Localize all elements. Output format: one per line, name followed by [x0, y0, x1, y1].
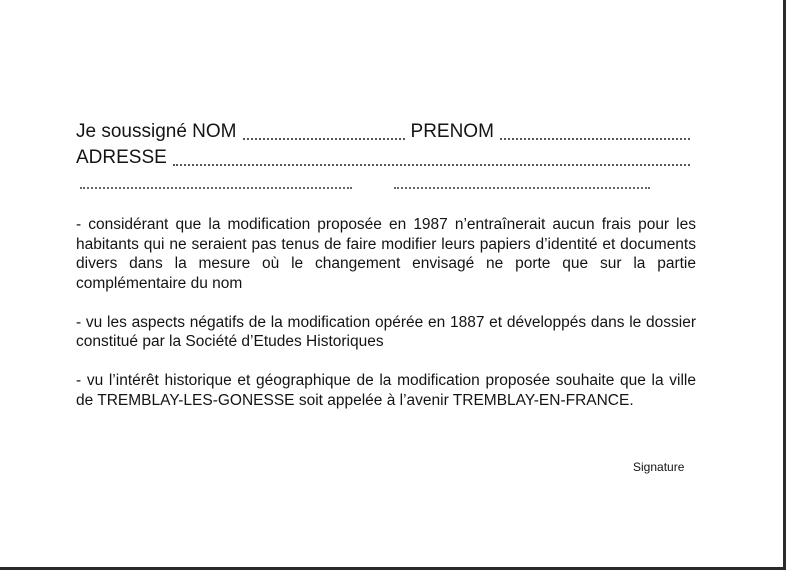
paragraph-aspects: - vu les aspects négatifs de la modification opérée en 1887 et développés dans le dossier constitué par la Société d’Etudes Historiques — [76, 313, 696, 350]
name-field[interactable] — [243, 138, 405, 140]
firstname-field[interactable] — [500, 138, 690, 140]
paragraph-interet: - vu l’intérêt historique et géographique de la modification proposée souhaite que la ville de TREMBLAY-LES-GONESSE soit appelée à l’avenir TREMBLAY-EN-FRANCE. — [76, 372, 696, 409]
address-field[interactable] — [173, 164, 690, 166]
identity-fields — [76, 119, 696, 171]
signature-label: Signature — [633, 460, 685, 474]
address-label: ADRESSE — [76, 147, 167, 168]
address-continuation-left[interactable] — [80, 187, 352, 189]
name-line — [76, 119, 696, 145]
petition-text — [76, 215, 696, 430]
paragraph-considerant: - considérant que la modification proposée en 1987 n’entraînerait aucun frais pour les habitants qui ne seraient pas tenus de faire modifier leurs papiers d’identité et documents divers dans la mesure où le changement envisagé ne porte que sur la partie complémentaire du nom — [76, 216, 696, 292]
firstname-label: PRENOM — [410, 121, 494, 142]
address-continuation-right[interactable] — [394, 187, 650, 189]
address-line — [76, 145, 696, 171]
name-label: Je soussigné NOM — [76, 121, 237, 142]
